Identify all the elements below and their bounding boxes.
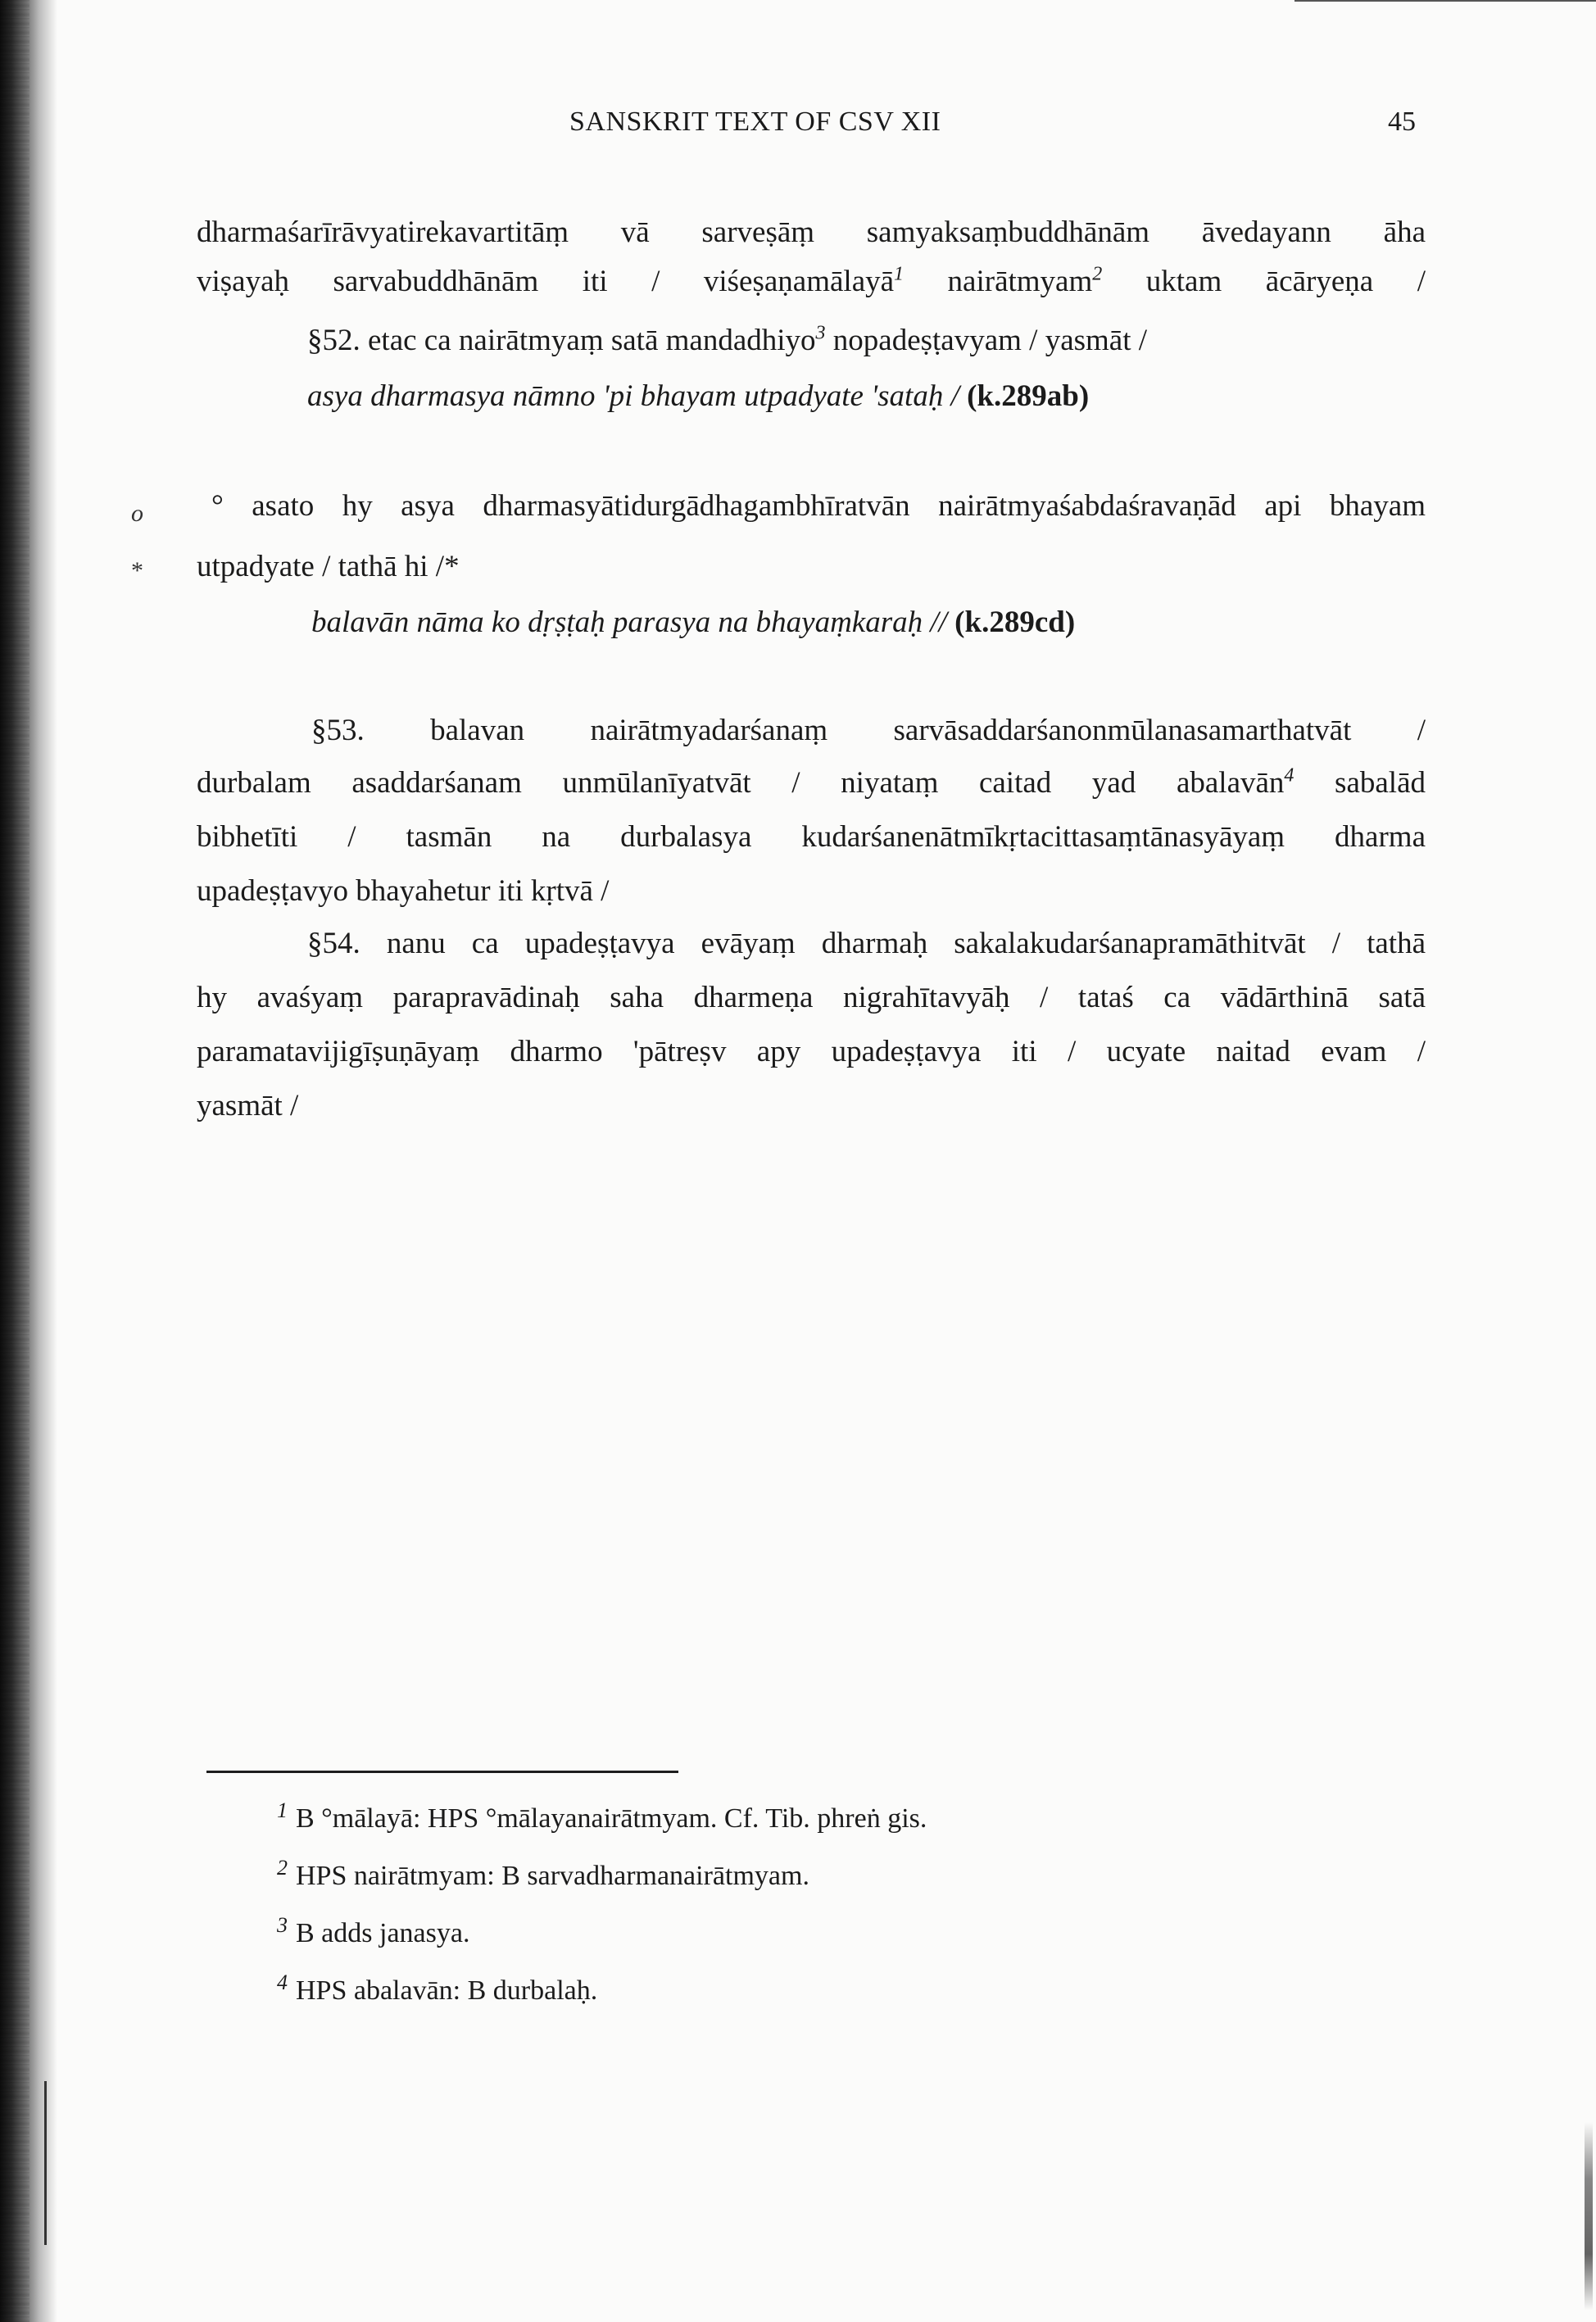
footnote-number: 1 xyxy=(277,1798,288,1822)
text-line-11: upadeṣṭavyo bhayahetur iti kṛtvā / xyxy=(197,874,610,908)
right-edge-shadow xyxy=(1585,2122,1593,2311)
text-line-13: hy avaśyaṃ parapravādinaḥ saha dharmeṇa nigrahītavyāḥ / tataś ca vādārthinā satā xyxy=(197,981,1426,1014)
verse-text: balavān nāma ko dṛṣṭaḥ parasya na bhayaṃkaraḥ // xyxy=(311,605,947,639)
footnote-1 xyxy=(277,1798,927,1835)
text-line-2 xyxy=(197,264,1426,300)
binding-speckle xyxy=(0,0,29,2322)
footnote-marker-3: 3 xyxy=(815,322,826,344)
footnote-separator xyxy=(206,1771,678,1773)
top-edge-rule xyxy=(1294,0,1596,2)
section-54-line: §54. nanu ca upadeṣṭavya evāyaṃ dharmaḥ sakalakudarśanapramāthitvāt / tathā xyxy=(307,927,1426,960)
footnote-text: HPS abalavān: B durbalaḥ. xyxy=(296,1975,598,2006)
left-margin-bar xyxy=(44,2081,47,2245)
section-53-line: §53. balavan nairātmyadarśanaṃ sarvāsaddarśanonmūlanasamarthatvāt / xyxy=(311,714,1426,747)
verse-text: asya dharmasya nāmno 'pi bhayam utpadyate 'sataḥ / xyxy=(307,379,959,413)
text-line-6: utpadyate / tathā hi /* xyxy=(197,550,460,583)
text-line-15: yasmāt / xyxy=(197,1089,299,1122)
footnote-3 xyxy=(277,1912,470,1950)
text-line-9 xyxy=(197,765,1426,801)
footnote-number: 4 xyxy=(277,1970,288,1994)
karika-reference: (k.289ab) xyxy=(967,379,1090,413)
karika-reference: (k.289cd) xyxy=(954,605,1076,639)
text-line-5: ° asato hy asya dharmasyātidurgādhagambhīratvān nairātmyaśabdaśravaṇād api bhayam xyxy=(211,489,1426,523)
running-head: SANSKRIT TEXT OF CSV XII xyxy=(569,107,941,137)
footnote-4 xyxy=(277,1970,598,2007)
footnote-marker-4: 4 xyxy=(1284,764,1294,787)
verse-289ab xyxy=(307,379,1089,415)
text-segment: uktam ācāryeṇa / xyxy=(1102,265,1426,298)
footnote-text: B °mālayā: HPS °mālayanairātmyam. Cf. Tib. phreṅ gis. xyxy=(296,1803,927,1834)
margin-circle-mark: o xyxy=(131,500,143,527)
verse-289cd xyxy=(311,605,1075,641)
footnote-2 xyxy=(277,1855,809,1893)
footnote-text: B adds janasya. xyxy=(296,1918,470,1948)
footnote-marker-1: 1 xyxy=(894,263,905,285)
section-52-line xyxy=(307,323,1147,359)
text-line-10: bibhetīti / tasmān na durbalasya kudarśanenātmīkṛtacittasaṃtānasyāyaṃ dharma xyxy=(197,820,1426,854)
text-line-1: dharmaśarīrāvyatirekavartitāṃ vā sarveṣāṃ samyaksaṃbuddhānām āvedayann āha xyxy=(197,215,1426,249)
page-number: 45 xyxy=(1388,107,1416,137)
page-header xyxy=(0,107,1596,147)
text-segment: sabalād xyxy=(1294,766,1426,800)
text-segment: viṣayaḥ sarvabuddhānām iti / viśeṣaṇamālayā xyxy=(197,265,895,298)
text-segment: nopadeṣṭavyam / yasmāt / xyxy=(825,324,1148,357)
text-segment: §52. etac ca nairātmyaṃ satā mandadhiyo xyxy=(307,324,816,357)
text-segment: durbalam asaddarśanam unmūlanīyatvāt / niyataṃ caitad yad abalavān xyxy=(197,766,1285,800)
margin-star-mark: * xyxy=(131,557,143,584)
footnote-marker-2: 2 xyxy=(1092,263,1103,285)
footnote-number: 3 xyxy=(277,1912,288,1937)
text-line-14: paramatavijigīṣuṇāyaṃ dharmo 'pātreṣv apy upadeṣṭavya iti / ucyate naitad evam / xyxy=(197,1035,1426,1068)
text-segment: nairātmyam xyxy=(904,265,1093,298)
footnote-text: HPS nairātmyam: B sarvadharmanairātmyam. xyxy=(296,1861,809,1891)
footnote-number: 2 xyxy=(277,1855,288,1880)
